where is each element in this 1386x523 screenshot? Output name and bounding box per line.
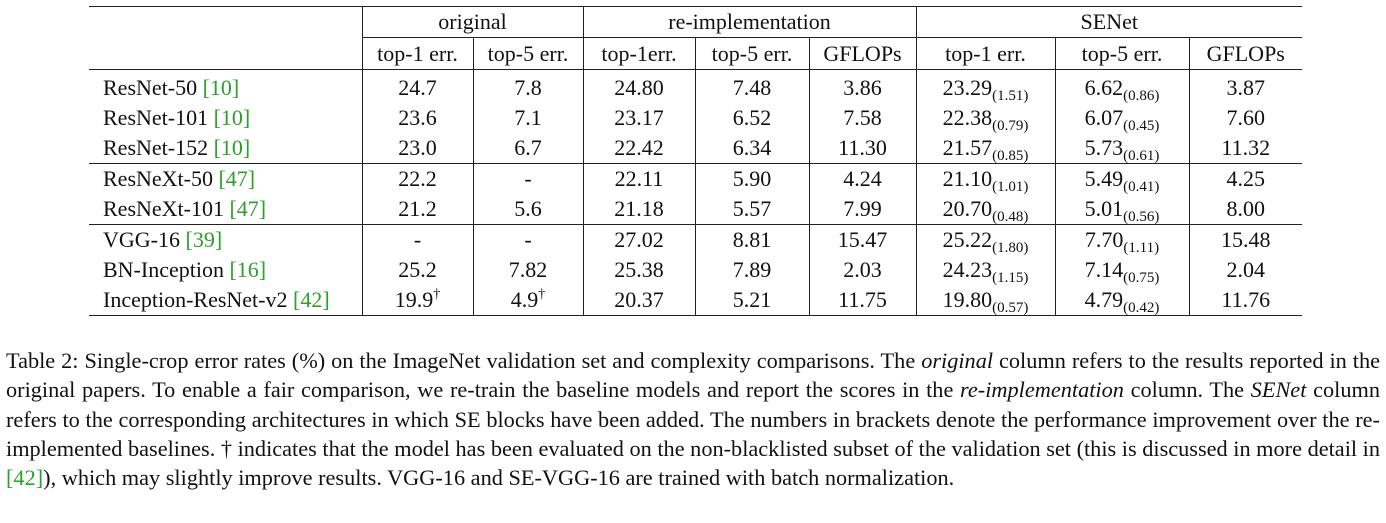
dagger-mark: †: [433, 287, 441, 302]
cell-value: 21.57: [942, 135, 993, 160]
value-cell: [695, 164, 809, 195]
value-cell: [473, 103, 583, 133]
cell-value: 7.48: [732, 75, 772, 100]
model-name: ResNeXt-50: [103, 166, 219, 191]
value-cell: [583, 285, 695, 316]
improvement-value: (1.11): [1123, 240, 1160, 256]
group-header-original: original: [362, 7, 583, 38]
cell-value: 5.21: [732, 287, 772, 312]
value-cell: [695, 70, 809, 104]
model-citation-link[interactable]: [47]: [218, 166, 256, 191]
improvement-value: (0.41): [1123, 179, 1160, 195]
cell-value: 25.2: [398, 257, 437, 282]
value-cell: [1189, 164, 1302, 195]
table-row: [89, 133, 1302, 164]
table-row: [89, 70, 1302, 104]
value-cell: [1189, 133, 1302, 164]
cell-value: 5.01: [1084, 196, 1124, 221]
model-name: ResNeXt-101: [103, 196, 230, 221]
cell-value: 24.7: [398, 75, 437, 100]
cell-value: 19.80: [942, 287, 993, 312]
table-row: [89, 255, 1302, 285]
caption-text: column refers to the results reported in the original papers. To enable a fair comparison, we re-train the baseline models and report the scores in the: [6, 348, 1380, 403]
cell-value: 23.0: [398, 135, 437, 160]
group-header-senet: SENet: [916, 7, 1302, 38]
results-table-body: [89, 70, 1302, 316]
cell-value: 5.6: [514, 196, 542, 221]
value-cell: [916, 194, 1055, 225]
cell-value: 4.79: [1084, 287, 1124, 312]
sub-header-row: [89, 38, 1302, 70]
cell-value: 24.80: [614, 75, 664, 100]
cell-value: 21.18: [614, 196, 664, 221]
value-cell: [916, 103, 1055, 133]
value-cell: [473, 133, 583, 164]
caption-emphasis: re-implementation: [960, 377, 1124, 403]
model-citation-link[interactable]: [16]: [229, 257, 267, 282]
cell-value: 25.22: [942, 227, 993, 252]
value-cell: [583, 164, 695, 195]
value-cell: [695, 225, 809, 256]
cell-value: 7.60: [1226, 105, 1265, 130]
group-header-row: [89, 7, 1302, 38]
value-cell: [1189, 255, 1302, 285]
cell-value: 6.7: [514, 135, 542, 160]
header-blank: [89, 7, 362, 38]
value-cell: [1189, 70, 1302, 104]
caption-citation-link[interactable]: [42]: [6, 465, 44, 491]
value-cell: [473, 225, 583, 256]
cell-value: 22.42: [614, 135, 664, 160]
sub-header: top-5 err.: [1055, 38, 1189, 70]
improvement-value: (0.57): [992, 300, 1029, 316]
value-cell: [1055, 103, 1189, 133]
model-name: VGG-16: [103, 227, 186, 252]
model-name: ResNet-152: [103, 135, 214, 160]
cell-value: 2.03: [843, 257, 882, 282]
value-cell: [583, 255, 695, 285]
value-cell: [809, 103, 916, 133]
cell-value: 15.48: [1221, 227, 1271, 252]
caption-text: Table 2: Single-crop error rates (%) on the ImageNet validation set and complexity comparisons. The: [6, 348, 922, 373]
cell-value: 11.30: [838, 135, 887, 160]
improvement-value: (0.48): [992, 209, 1029, 225]
cell-value: 7.82: [508, 257, 548, 282]
table-row: [89, 164, 1302, 195]
value-cell: [809, 225, 916, 256]
cell-value: 7.99: [843, 196, 882, 221]
cell-value: 15.47: [837, 227, 888, 252]
model-name-cell: [89, 194, 362, 225]
cell-value: 4.24: [843, 166, 882, 191]
value-cell: [473, 285, 583, 316]
sub-header: top-5 err.: [695, 38, 809, 70]
cell-value: 22.11: [614, 166, 664, 191]
cell-value: 22.38: [942, 105, 993, 130]
cell-value: 6.52: [732, 105, 772, 130]
value-cell: [695, 133, 809, 164]
value-cell: [1189, 194, 1302, 225]
model-name-cell: [89, 255, 362, 285]
value-cell: [1055, 194, 1189, 225]
model-citation-link[interactable]: [10]: [213, 105, 251, 130]
cell-value: -: [413, 227, 422, 252]
improvement-value: (1.80): [992, 240, 1029, 256]
model-citation-link[interactable]: [39]: [185, 227, 223, 252]
results-table: [89, 6, 1302, 316]
value-cell: [695, 194, 809, 225]
cell-value: 11.76: [1221, 287, 1271, 312]
model-name: ResNet-101: [103, 105, 214, 130]
value-cell: [362, 70, 473, 104]
sub-header: top-1 err.: [362, 38, 473, 70]
cell-value: 27.02: [614, 227, 664, 252]
model-citation-link[interactable]: [10]: [213, 135, 251, 160]
value-cell: [1055, 164, 1189, 195]
value-cell: [473, 194, 583, 225]
value-cell: [916, 133, 1055, 164]
sub-header: GFLOPs: [809, 38, 916, 70]
cell-value: 7.1: [514, 105, 542, 130]
cell-value: 8.00: [1226, 196, 1265, 221]
value-cell: [583, 225, 695, 256]
value-cell: [695, 255, 809, 285]
value-cell: [809, 255, 916, 285]
model-citation-link[interactable]: [47]: [229, 196, 267, 221]
cell-value: 6.62: [1084, 75, 1124, 100]
model-name-cell: [89, 225, 362, 256]
improvement-value: (1.01): [992, 179, 1029, 195]
model-name: BN-Inception: [103, 257, 230, 282]
cell-value: 7.89: [732, 257, 772, 282]
improvement-value: (1.51): [992, 88, 1029, 104]
caption-emphasis: SENet: [1250, 377, 1307, 403]
sub-header: top-5 err.: [473, 38, 583, 70]
cell-value: 21.10: [942, 166, 993, 191]
value-cell: [1189, 225, 1302, 256]
caption-emphasis: original: [921, 348, 994, 373]
cell-value: 25.38: [614, 257, 664, 282]
cell-value: 23.17: [614, 105, 664, 130]
improvement-value: (0.45): [1123, 118, 1160, 134]
group-header-reimplementation: re-implementation: [583, 7, 916, 38]
model-citation-link[interactable]: [10]: [202, 75, 240, 100]
model-citation-link[interactable]: [42]: [293, 287, 330, 312]
cell-value: 7.70: [1084, 227, 1124, 252]
value-cell: [809, 164, 916, 195]
value-cell: [695, 103, 809, 133]
table-caption: [6, 346, 1380, 492]
value-cell: [916, 164, 1055, 195]
improvement-value: (0.42): [1123, 300, 1160, 316]
sub-header: GFLOPs: [1189, 38, 1302, 70]
cell-value: 20.37: [614, 287, 664, 312]
value-cell: [473, 70, 583, 104]
cell-value: 4.25: [1226, 166, 1265, 191]
sub-header: top-1err.: [583, 38, 695, 70]
cell-value: 19.9: [394, 287, 434, 312]
value-cell: [916, 70, 1055, 104]
table-row: [89, 285, 1302, 316]
value-cell: [1189, 103, 1302, 133]
improvement-value: (0.86): [1123, 88, 1160, 104]
caption-text: ), which may slightly improve results. VGG-16 and SE-VGG-16 are trained with batch normalization.: [43, 465, 955, 491]
results-table-container: [89, 6, 1302, 316]
value-cell: [1055, 133, 1189, 164]
table-row: [89, 225, 1302, 256]
model-name-cell: [89, 70, 362, 104]
value-cell: [809, 194, 916, 225]
cell-value: 7.14: [1084, 257, 1124, 282]
improvement-value: (0.85): [992, 148, 1029, 164]
cell-value: 23.29: [942, 75, 993, 100]
value-cell: [916, 225, 1055, 256]
value-cell: [809, 70, 916, 104]
cell-value: 6.07: [1084, 105, 1124, 130]
cell-value: 7.58: [843, 105, 882, 130]
value-cell: [362, 103, 473, 133]
cell-value: 22.2: [398, 166, 437, 191]
value-cell: [362, 285, 473, 316]
cell-value: 5.73: [1084, 135, 1124, 160]
header-blank: [89, 38, 362, 70]
cell-value: 20.70: [942, 196, 993, 221]
cell-value: 7.8: [514, 75, 542, 100]
improvement-value: (0.79): [992, 118, 1029, 134]
cell-value: -: [524, 227, 532, 252]
value-cell: [1189, 285, 1302, 316]
model-name-cell: [89, 103, 362, 133]
caption-text: column. The: [1123, 377, 1251, 403]
cell-value: -: [524, 166, 532, 191]
cell-value: 6.34: [732, 135, 772, 160]
cell-value: 5.90: [732, 166, 772, 191]
caption-text: column refers to the corresponding architectures in which SE blocks have been added. The numbers in brackets denote the performance improvement over the re-implemented baselines. † indicates that the model has been evaluated on the non-blacklisted subset of the validation set (this is discussed in more detail in: [6, 377, 1381, 461]
value-cell: [362, 164, 473, 195]
dagger-mark: †: [538, 287, 546, 302]
model-name-cell: [89, 133, 362, 164]
value-cell: [362, 225, 473, 256]
value-cell: [1055, 70, 1189, 104]
cell-value: 8.81: [732, 227, 772, 252]
table-row: [89, 194, 1302, 225]
cell-value: 3.87: [1226, 75, 1265, 100]
model-name-cell: [89, 164, 362, 195]
improvement-value: (0.56): [1123, 209, 1160, 225]
value-cell: [695, 285, 809, 316]
value-cell: [362, 255, 473, 285]
improvement-value: (0.75): [1123, 270, 1160, 286]
value-cell: [362, 133, 473, 164]
table-row: [89, 103, 1302, 133]
cell-value: 11.32: [1221, 135, 1271, 160]
value-cell: [809, 133, 916, 164]
value-cell: [583, 133, 695, 164]
model-name: Inception-ResNet-v2: [103, 287, 293, 312]
value-cell: [809, 285, 916, 316]
improvement-value: (0.61): [1123, 148, 1160, 164]
cell-value: 23.6: [398, 105, 437, 130]
value-cell: [1055, 285, 1189, 316]
value-cell: [583, 70, 695, 104]
value-cell: [583, 103, 695, 133]
cell-value: 2.04: [1226, 257, 1265, 282]
value-cell: [1055, 225, 1189, 256]
cell-value: 3.86: [843, 75, 882, 100]
value-cell: [1055, 255, 1189, 285]
value-cell: [473, 255, 583, 285]
value-cell: [916, 255, 1055, 285]
cell-value: 5.49: [1084, 166, 1124, 191]
cell-value: 4.9: [510, 287, 539, 312]
cell-value: 21.2: [398, 196, 437, 221]
improvement-value: (1.15): [992, 270, 1029, 286]
cell-value: 5.57: [732, 196, 772, 221]
sub-header: top-1 err.: [916, 38, 1055, 70]
model-name: ResNet-50: [103, 75, 203, 100]
cell-value: 11.75: [838, 287, 887, 312]
cell-value: 24.23: [942, 257, 993, 282]
model-name-cell: [89, 285, 362, 316]
value-cell: [473, 164, 583, 195]
value-cell: [362, 194, 473, 225]
value-cell: [916, 285, 1055, 316]
value-cell: [583, 194, 695, 225]
